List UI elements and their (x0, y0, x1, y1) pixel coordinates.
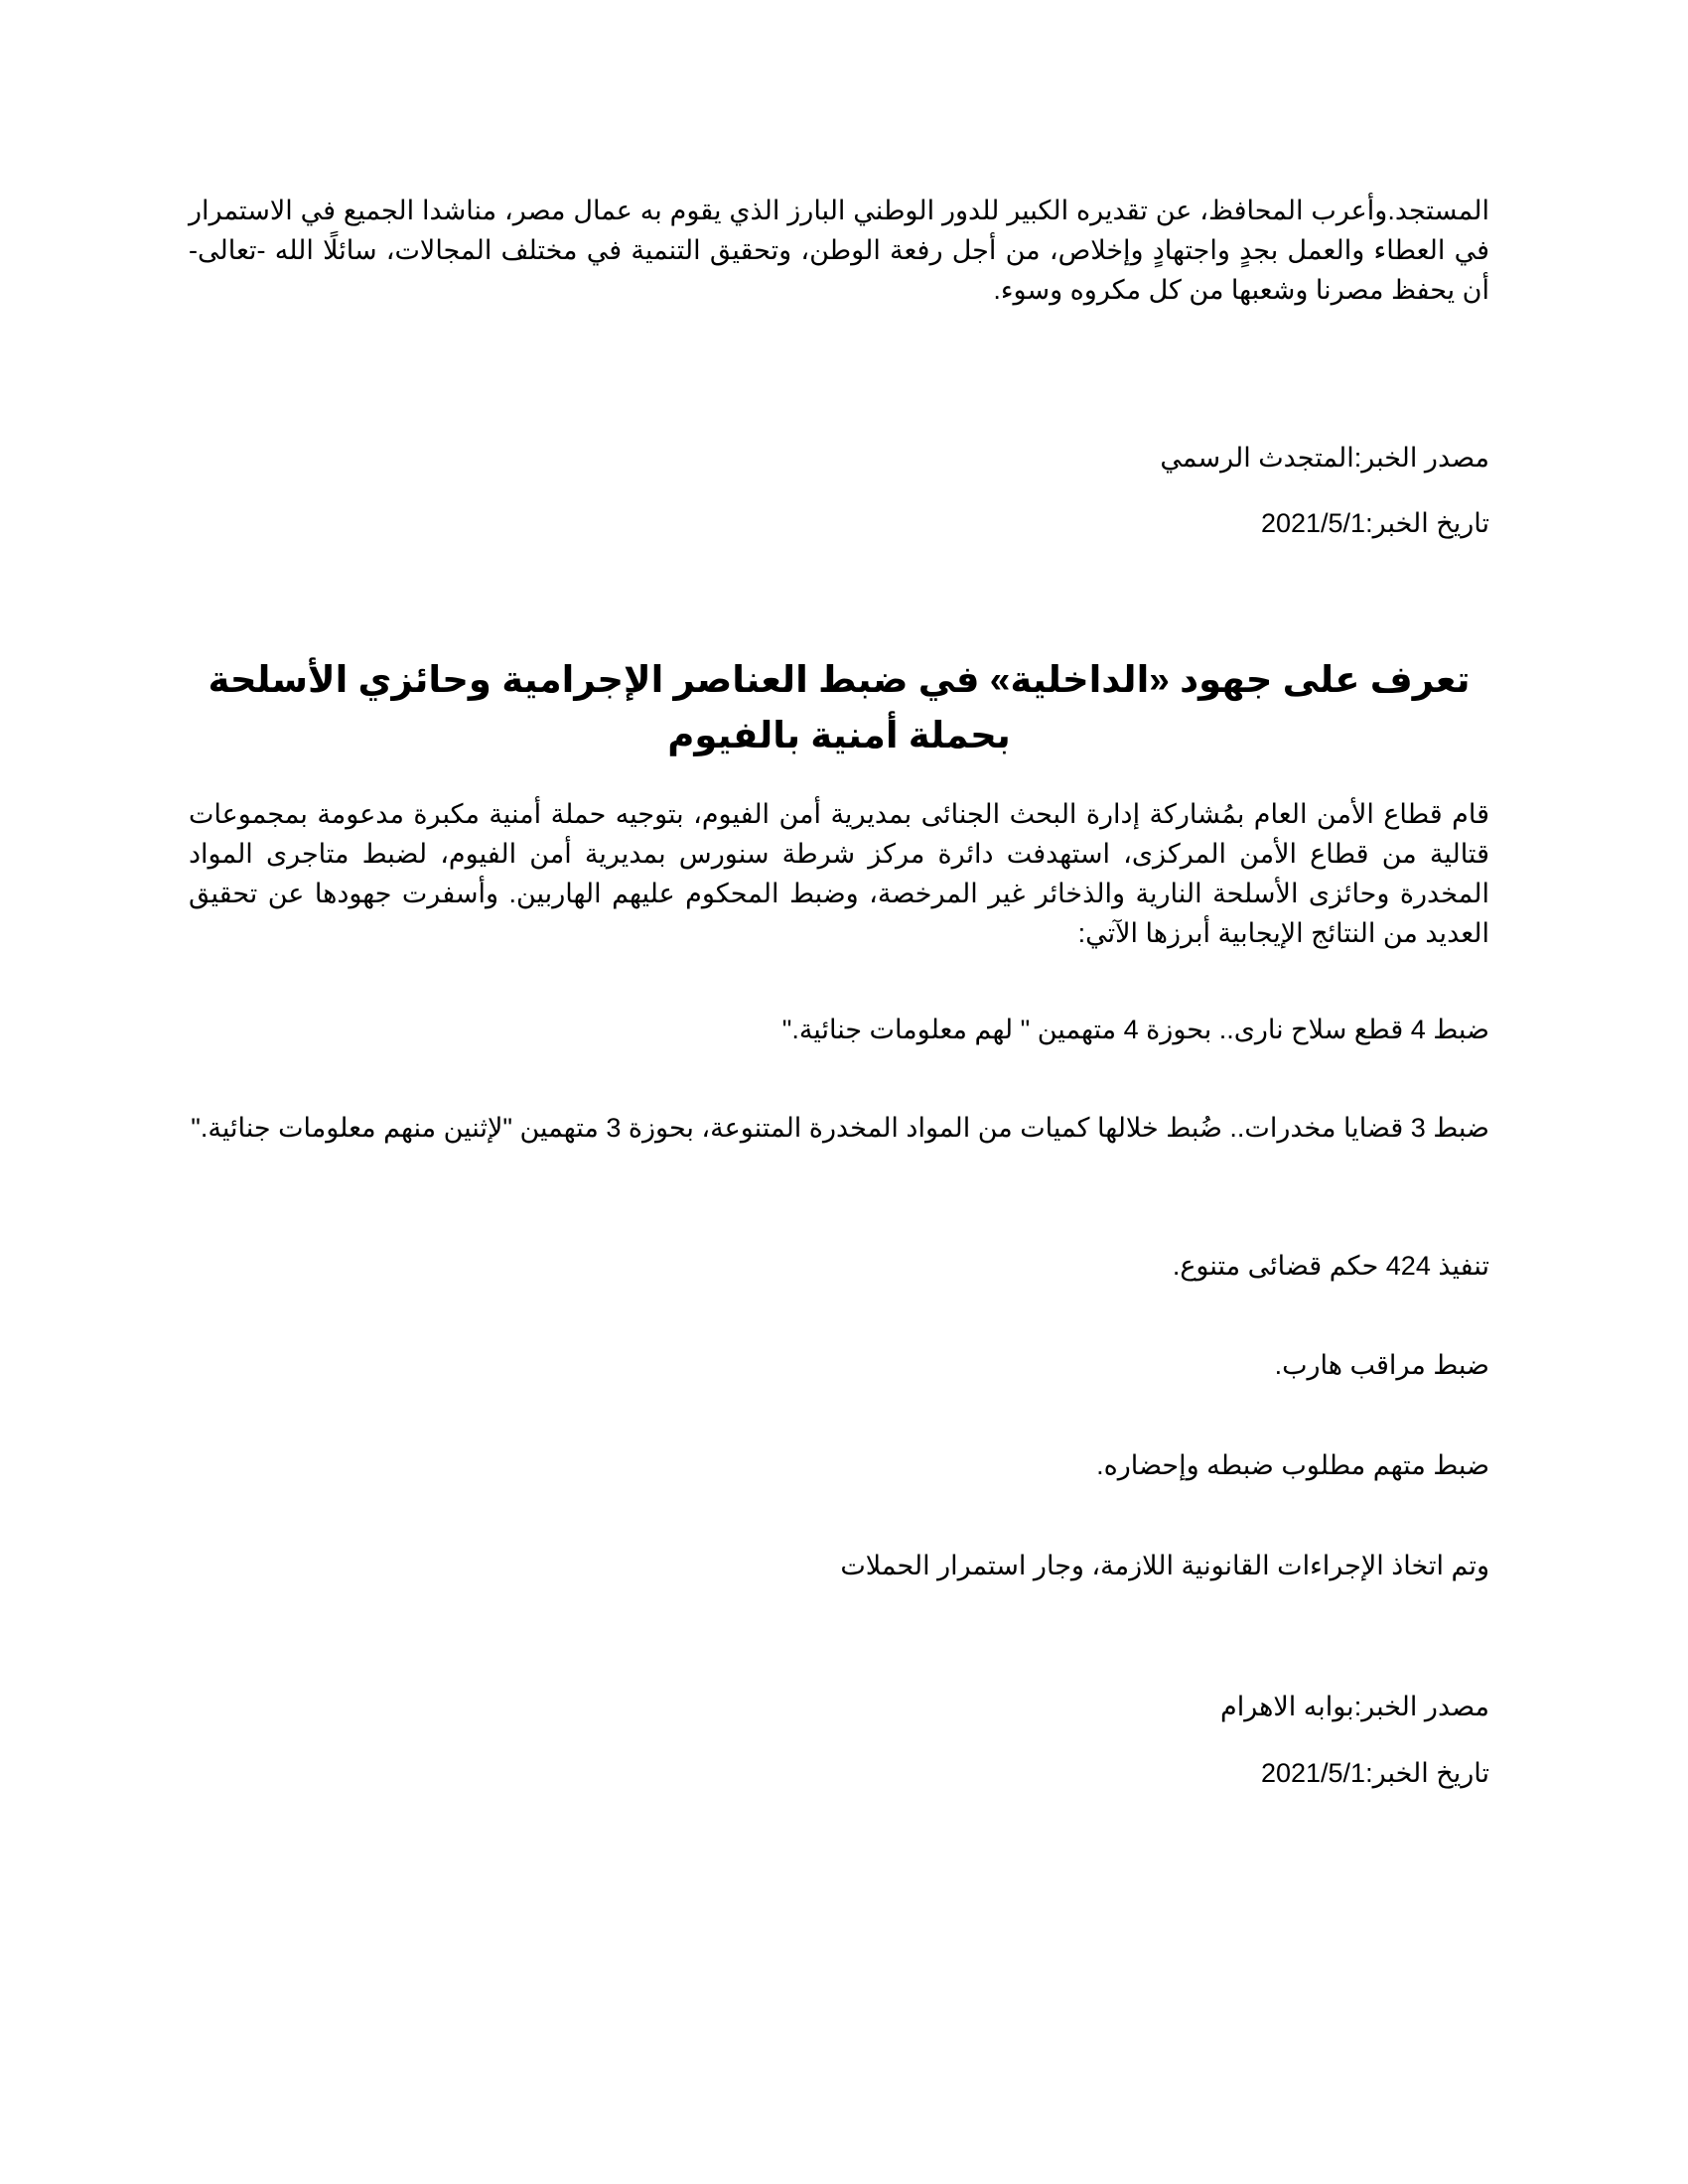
article2-intro (189, 794, 1489, 953)
article2-closing: وتم اتخاذ الإجراءات القانونية اللازمة، وجار استمرار الحملات (840, 1551, 1489, 1580)
result-item-3: تنفيذ 424 حكم قضائى متنوع. (1172, 1251, 1489, 1281)
article1-date: تاريخ الخبر:2021/5/1 (1260, 508, 1489, 538)
article2-date: تاريخ الخبر:2021/5/1 (1260, 1758, 1489, 1788)
result-item-5: ضبط متهم مطلوب ضبطه وإحضاره. (1096, 1450, 1489, 1480)
article2-source: مصدر الخبر:بوابه الاهرام (1219, 1692, 1489, 1721)
paragraph-text: قام قطاع الأمن العام بمُشاركة إدارة البحث الجنائى بمديرية أمن الفيوم، بتوجيه حملة أمنية مكبرة مدعومة بمجموعات قتالية من قطاع الأمن المركزى، استهدفت دائرة مركز شرطة سنورس بمديرية أمن الفيوم، لضبط متاجرى المواد المخدرة وحائزى الأسلحة النارية والذخائر غير المرخصة، وضبط المحكوم عليهم الهاربين. وأسفرت جهودها عن تحقيق العديد من النتائج الإيجابية أبرزها الآتي: (189, 799, 1489, 948)
article1-source: مصدر الخبر:المتجدث الرسمي (1160, 443, 1489, 473)
result-item-1: ضبط 4 قطع سلاح نارى.. بحوزة 4 متهمين " لهم معلومات جنائية." (781, 1015, 1489, 1044)
result-item-4: ضبط مراقب هارب. (1274, 1350, 1489, 1380)
paragraph-text: المستجد.وأعرب المحافظ، عن تقديره الكبير للدور الوطني البارز الذي يقوم به عمال مصر، مناشدا الجميع في الاستمرار في العطاء والعمل بجدٍ واجتهادٍ وإخلاص، من أجل رفعة الوطن، وتحقيق التنمية في مختلف المجالات، سائلًا الله -تعالى- أن يحفظ مصرنا وشعبها من كل مكروه وسوء. (189, 196, 1489, 305)
article2-headline: تعرف على جهود «الداخلية» في ضبط العناصر الإجرامية وحائزي الأسلحة بحملة أمنية بالفيوم (208, 659, 1471, 755)
article1-closing-paragraph (189, 191, 1489, 310)
result-item-2: ضبط 3 قضايا مخدرات.. ضُبط خلالها كميات من المواد المخدرة المتنوعة، بحوزة 3 متهمين "لإثنين منهم معلومات جنائية." (191, 1113, 1489, 1143)
